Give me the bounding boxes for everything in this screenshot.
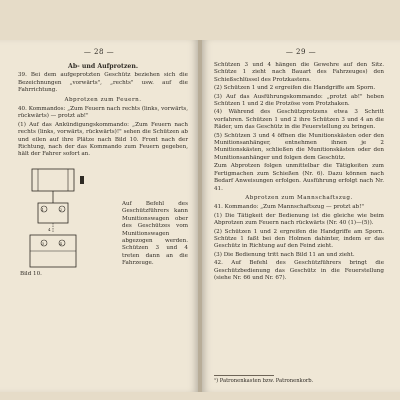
paragraph-41-1: (1) Die Tätigkeit der Bedienung ist die gleiche wie beim Abprotzen zum Feuern nach rückwärts (Nr. 40 (1)—(5)).	[214, 212, 384, 227]
left-page	[0, 40, 198, 392]
svg-text:4: 4	[59, 240, 63, 246]
paragraph-40-command: 40. Kommandos: „Zum Feuern nach rechts (links, vorwärts, rückwärts) — protzt ab!"	[18, 106, 188, 120]
paragraph-2: (2) Schützen 1 und 2 ergreifen die Handgriffe am Sporn.	[214, 85, 376, 92]
section-heading: Ab- und Aufprotzen.	[68, 63, 138, 70]
svg-text:2: 2	[59, 206, 63, 212]
page-number-right: — 29 —	[285, 48, 317, 56]
paragraph-41-2: (2) Schützen 1 und 2 ergreifen die Handgriffe am Sporn. Schütze 1 faßt bei den Holmen dahinter, indem er das Geschütz in Richtung auf den Feind zieht.	[214, 228, 384, 250]
svg-text:1: 1	[41, 206, 45, 212]
paragraph-3: (3) Auf das Ausführungskommando: „protzt ab!" heben Schützen 1 und 2 die Protzöse vom Protzhaken.	[214, 93, 384, 108]
subheading-abprotzen-feuern: Abprotzen zum Feuern.	[64, 96, 142, 103]
paragraph-41-3: (3) Die Bedienung tritt nach Bild 11 an und zieht.	[214, 251, 355, 258]
gun-crew-diagram	[18, 161, 118, 281]
paragraph-5: (5) Schützen 3 und 4 öffnen die Munitionskästen oder den Munitionsanhänger, entnehmen ihnen je 2 Munitionskästen, schließen die Munitionskästen oder den Munitionsanhänger und folgen dem Geschütz.	[214, 132, 384, 161]
figure-10	[18, 161, 188, 281]
left-page-content	[18, 62, 188, 281]
paragraph-42: 42. Auf Befehl des Geschützführers bringt die Geschützbedienung das Geschütz in die Feuerstellung (siehe Nr. 66 und Nr. 67).	[214, 260, 384, 281]
svg-text:3: 3	[41, 240, 45, 246]
right-page	[202, 40, 400, 392]
paragraph-40-1: (1) Auf das Ankündigungskommando: „Zum Feuern nach rechts (links, vorwärts, rückwärts)!" sehen die Schützen ab und eilen auf ihre Plätze nach Bild 10. Front nach der Richtung, nach der das Kommando zum Feuern gegeben, hält der Fahrer sofort an.	[18, 121, 188, 158]
paragraph-note: Zum Abprotzen folgen unmittelbar die Tätigkeiten zum Fertigmachen zum Schießen (Nr. 6). Dazu können nach Bedarf Anweisungen erfolgen. Ausführung erfolgt nach Nr. 41.	[214, 163, 384, 192]
paragraph-39: 39. Bei dem aufgeprotzten Geschütz beziehen sich die Bezeichnungen „vorwärts", „rechts" usw. auf die Fahrrichtung.	[18, 72, 188, 94]
paragraph-41-command: 41. Kommando: „Zum Mannschaftszug — protzt ab!"	[214, 204, 364, 211]
svg-text:4: 4	[48, 226, 51, 232]
right-page-content	[214, 62, 384, 283]
figure-caption: Bild 10.	[20, 271, 42, 278]
paragraph-continued: Schützen 3 und 4 hängen die Gewehre auf den Sitz. Schütze 1 zieht nach Bauart des Fahrzeuges) den Schießschlüssel des Protzkastens.	[214, 62, 384, 83]
paragraph-4: (4) Während des Geschützprotzens etwa 3 Schritt vorfahren. Schützen 1 und 2 ihre Schützen 3 und 4 an die Räder, um das Geschütz in die Feuerstellung zu bringen.	[214, 109, 384, 131]
page-number-left: — 28 —	[83, 48, 115, 56]
subheading-mannschaftszug: Abprotzen zum Mannschaftszug.	[245, 194, 353, 201]
figure-side-text: Auf Befehl des Geschützführers kann Munitionswagen ober des Geschützes vom Munitionswagen abgezogen werden. Schützen 3 und 4 treten dann an die Fahrzeuge.	[122, 200, 188, 267]
footnote: ¹) Patronenkasten bzw. Patronenkorb.	[214, 375, 274, 384]
